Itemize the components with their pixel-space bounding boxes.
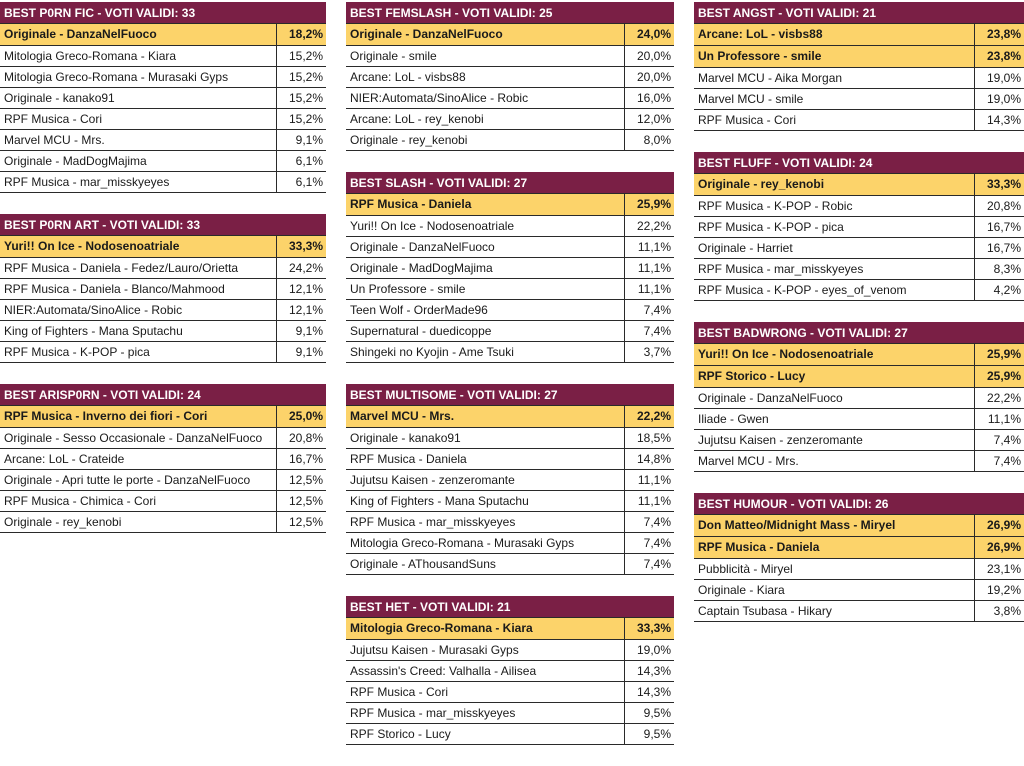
- entry-name: Marvel MCU - smile: [698, 92, 804, 106]
- table-row: [694, 68, 1024, 89]
- category-table: [694, 2, 1024, 131]
- category-title: BEST ANGST - VOTI VALIDI: 21: [694, 2, 1024, 24]
- results-column-3: [694, 2, 1024, 643]
- category-title: BEST HUMOUR - VOTI VALIDI: 26: [694, 493, 1024, 515]
- category-table: [0, 214, 326, 363]
- entry-percentage: 11,1%: [624, 258, 674, 278]
- table-row: [346, 216, 674, 237]
- entry-name: RPF Musica - mar_misskyeyes: [698, 262, 864, 276]
- entry-percentage: 7,4%: [624, 300, 674, 320]
- table-row: [346, 46, 674, 67]
- entry-percentage: 22,2%: [624, 406, 674, 427]
- entry-name: RPF Musica - Inverno dei fiori - Cori: [4, 409, 208, 423]
- table-row: [694, 217, 1024, 238]
- entry-name: RPF Musica - mar_misskyeyes: [350, 515, 516, 529]
- table-row: [0, 342, 326, 363]
- table-row: [346, 640, 674, 661]
- entry-name: Captain Tsubasa - Hikary: [698, 604, 832, 618]
- entry-name: RPF Musica - mar_misskyeyes: [350, 706, 516, 720]
- entry-percentage: 9,1%: [276, 130, 326, 150]
- entry-name: Originale - DanzaNelFuoco: [350, 240, 495, 254]
- category-table: [346, 172, 674, 363]
- entry-name: Originale - rey_kenobi: [350, 133, 468, 147]
- table-row: [0, 279, 326, 300]
- entry-percentage: 15,2%: [276, 46, 326, 66]
- entry-name: RPF Storico - Lucy: [350, 727, 451, 741]
- entry-percentage: 20,0%: [624, 46, 674, 66]
- entry-percentage: 3,8%: [974, 601, 1024, 621]
- entry-percentage: 19,0%: [974, 68, 1024, 88]
- entry-percentage: 16,7%: [974, 238, 1024, 258]
- entry-percentage: 22,2%: [974, 388, 1024, 408]
- table-row: [694, 451, 1024, 472]
- entry-percentage: 15,2%: [276, 67, 326, 87]
- category-table: [0, 384, 326, 533]
- table-row: [694, 196, 1024, 217]
- entry-percentage: 16,7%: [974, 217, 1024, 237]
- entry-name: Marvel MCU - Aika Morgan: [698, 71, 843, 85]
- entry-name: Originale - Harriet: [698, 241, 793, 255]
- entry-percentage: 12,5%: [276, 512, 326, 532]
- entry-percentage: 11,1%: [624, 491, 674, 511]
- entry-percentage: 18,2%: [276, 24, 326, 45]
- entry-percentage: 9,5%: [624, 703, 674, 723]
- entry-percentage: 11,1%: [974, 409, 1024, 429]
- table-row: [346, 724, 674, 745]
- table-row: [0, 172, 326, 193]
- entry-percentage: 9,5%: [624, 724, 674, 744]
- entry-percentage: 12,1%: [276, 300, 326, 320]
- entry-percentage: 7,4%: [974, 451, 1024, 471]
- entry-percentage: 3,7%: [624, 342, 674, 362]
- table-row: [346, 109, 674, 130]
- category-title: BEST HET - VOTI VALIDI: 21: [346, 596, 674, 618]
- entry-name: Yuri!! On Ice - Nodosenoatriale: [4, 239, 180, 253]
- table-row: [694, 430, 1024, 451]
- entry-name: Teen Wolf - OrderMade96: [350, 303, 488, 317]
- entry-name: Don Matteo/Midnight Mass - Miryel: [698, 518, 896, 532]
- entry-name: Assassin's Creed: Valhalla - Ailisea: [350, 664, 537, 678]
- entry-name: RPF Musica - Chimica - Cori: [4, 494, 157, 508]
- winner-row: [0, 406, 326, 428]
- table-row: [694, 280, 1024, 301]
- entry-percentage: 14,8%: [624, 449, 674, 469]
- entry-percentage: 19,0%: [974, 89, 1024, 109]
- table-row: [346, 470, 674, 491]
- entry-percentage: 20,0%: [624, 67, 674, 87]
- table-row: [0, 109, 326, 130]
- entry-name: Pubblicità - Miryel: [698, 562, 793, 576]
- entry-name: Supernatural - duedicoppe: [350, 324, 492, 338]
- table-row: [346, 279, 674, 300]
- entry-percentage: 7,4%: [624, 554, 674, 574]
- table-row: [694, 559, 1024, 580]
- table-row: [346, 533, 674, 554]
- entry-percentage: 12,5%: [276, 470, 326, 490]
- entry-name: Originale - AThousandSuns: [350, 557, 496, 571]
- entry-name: Originale - DanzaNelFuoco: [4, 27, 157, 41]
- entry-name: Originale - rey_kenobi: [4, 515, 122, 529]
- table-row: [694, 110, 1024, 131]
- table-row: [346, 661, 674, 682]
- entry-percentage: 7,4%: [974, 430, 1024, 450]
- entry-percentage: 16,0%: [624, 88, 674, 108]
- entry-name: RPF Storico - Lucy: [698, 369, 806, 383]
- entry-name: RPF Musica - Cori: [350, 685, 449, 699]
- results-column-2: [346, 2, 674, 766]
- entry-percentage: 25,9%: [624, 194, 674, 215]
- entry-name: Arcane: LoL - visbs88: [350, 70, 466, 84]
- entry-name: Jujutsu Kaisen - zenzeromante: [698, 433, 863, 447]
- table-row: [0, 258, 326, 279]
- entry-percentage: 20,8%: [276, 428, 326, 448]
- entry-name: Arcane: LoL - rey_kenobi: [350, 112, 484, 126]
- entry-name: RPF Musica - Daniela: [698, 540, 820, 554]
- entry-name: Originale - Kiara: [698, 583, 785, 597]
- table-row: [694, 238, 1024, 259]
- entry-percentage: 6,1%: [276, 172, 326, 192]
- table-row: [0, 428, 326, 449]
- table-row: [694, 409, 1024, 430]
- entry-percentage: 14,3%: [974, 110, 1024, 130]
- winner-row: [694, 174, 1024, 196]
- category-title: BEST P0RN ART - VOTI VALIDI: 33: [0, 214, 326, 236]
- table-row: [346, 512, 674, 533]
- entry-name: RPF Musica - K-POP - pica: [698, 220, 844, 234]
- entry-percentage: 4,2%: [974, 280, 1024, 300]
- table-row: [0, 321, 326, 342]
- entry-name: RPF Musica - K-POP - eyes_of_venom: [698, 283, 907, 297]
- entry-percentage: 7,4%: [624, 533, 674, 553]
- winner-row: [0, 236, 326, 258]
- entry-name: Mitologia Greco-Romana - Kiara: [350, 621, 533, 635]
- entry-percentage: 12,1%: [276, 279, 326, 299]
- table-row: [346, 428, 674, 449]
- entry-name: RPF Musica - Cori: [4, 112, 103, 126]
- winner-row: [694, 515, 1024, 537]
- table-row: [694, 601, 1024, 622]
- table-row: [0, 300, 326, 321]
- table-row: [0, 449, 326, 470]
- entry-name: Arcane: LoL - visbs88: [698, 27, 823, 41]
- entry-name: Marvel MCU - Mrs.: [4, 133, 105, 147]
- entry-name: Originale - DanzaNelFuoco: [350, 27, 503, 41]
- entry-name: King of Fighters - Mana Sputachu: [4, 324, 183, 338]
- entry-percentage: 8,0%: [624, 130, 674, 150]
- category-title: BEST MULTISOME - VOTI VALIDI: 27: [346, 384, 674, 406]
- winner-row: [346, 194, 674, 216]
- table-row: [694, 259, 1024, 280]
- entry-name: Mitologia Greco-Romana - Murasaki Gyps: [4, 70, 229, 84]
- entry-name: Originale - kanako91: [4, 91, 115, 105]
- entry-percentage: 11,1%: [624, 279, 674, 299]
- entry-percentage: 22,2%: [624, 216, 674, 236]
- table-row: [346, 88, 674, 109]
- table-row: [346, 682, 674, 703]
- entry-percentage: 23,8%: [974, 24, 1024, 45]
- entry-name: Iliade - Gwen: [698, 412, 769, 426]
- category-title: BEST FEMSLASH - VOTI VALIDI: 25: [346, 2, 674, 24]
- table-row: [346, 130, 674, 151]
- entry-percentage: 19,2%: [974, 580, 1024, 600]
- entry-name: Un Professore - smile: [350, 282, 466, 296]
- results-column-1: [0, 2, 326, 554]
- entry-name: Originale - Sesso Occasionale - DanzaNelFuoco: [4, 431, 263, 445]
- winner-row: [694, 46, 1024, 68]
- table-row: [694, 580, 1024, 601]
- entry-name: RPF Musica - mar_misskyeyes: [4, 175, 170, 189]
- entry-name: Yuri!! On Ice - Nodosenoatriale: [350, 219, 515, 233]
- entry-name: NIER:Automata/SinoAlice - Robic: [4, 303, 183, 317]
- entry-percentage: 7,4%: [624, 321, 674, 341]
- winner-row: [694, 366, 1024, 388]
- entry-percentage: 15,2%: [276, 88, 326, 108]
- entry-percentage: 20,8%: [974, 196, 1024, 216]
- entry-name: Jujutsu Kaisen - zenzeromante: [350, 473, 515, 487]
- entry-name: Originale - kanako91: [350, 431, 461, 445]
- entry-name: Originale - Apri tutte le porte - DanzaNelFuoco: [4, 473, 251, 487]
- table-row: [0, 67, 326, 88]
- entry-percentage: 19,0%: [624, 640, 674, 660]
- winner-row: [346, 24, 674, 46]
- entry-percentage: 8,3%: [974, 259, 1024, 279]
- category-title: BEST ARISP0RN - VOTI VALIDI: 24: [0, 384, 326, 406]
- entry-name: RPF Musica - K-POP - pica: [4, 345, 150, 359]
- table-row: [0, 88, 326, 109]
- table-row: [0, 130, 326, 151]
- entry-name: RPF Musica - K-POP - Robic: [698, 199, 853, 213]
- entry-percentage: 25,9%: [974, 344, 1024, 365]
- entry-percentage: 25,9%: [974, 366, 1024, 387]
- category-table: [694, 493, 1024, 622]
- entry-percentage: 24,0%: [624, 24, 674, 45]
- entry-name: King of Fighters - Mana Sputachu: [350, 494, 529, 508]
- table-row: [346, 554, 674, 575]
- entry-percentage: 6,1%: [276, 151, 326, 171]
- entry-percentage: 33,3%: [624, 618, 674, 639]
- entry-percentage: 9,1%: [276, 321, 326, 341]
- entry-percentage: 9,1%: [276, 342, 326, 362]
- entry-percentage: 7,4%: [624, 512, 674, 532]
- table-row: [346, 703, 674, 724]
- category-title: BEST P0RN FIC - VOTI VALIDI: 33: [0, 2, 326, 24]
- entry-name: RPF Musica - Daniela: [350, 197, 472, 211]
- entry-percentage: 23,8%: [974, 46, 1024, 67]
- entry-name: RPF Musica - Cori: [698, 113, 797, 127]
- table-row: [346, 67, 674, 88]
- entry-percentage: 33,3%: [974, 174, 1024, 195]
- category-table: [0, 2, 326, 193]
- table-row: [694, 89, 1024, 110]
- entry-percentage: 14,3%: [624, 682, 674, 702]
- winner-row: [346, 406, 674, 428]
- entry-percentage: 18,5%: [624, 428, 674, 448]
- entry-percentage: 24,2%: [276, 258, 326, 278]
- winner-row: [346, 618, 674, 640]
- table-row: [0, 491, 326, 512]
- entry-percentage: 11,1%: [624, 237, 674, 257]
- category-table: [346, 2, 674, 151]
- entry-percentage: 25,0%: [276, 406, 326, 427]
- entry-name: Marvel MCU - Mrs.: [350, 409, 455, 423]
- table-row: [346, 237, 674, 258]
- entry-name: Un Professore - smile: [698, 49, 822, 63]
- entry-percentage: 23,1%: [974, 559, 1024, 579]
- entry-name: Shingeki no Kyojin - Ame Tsuki: [350, 345, 514, 359]
- entry-name: Originale - smile: [350, 49, 437, 63]
- entry-name: Originale - MadDogMajima: [4, 154, 147, 168]
- entry-name: NIER:Automata/SinoAlice - Robic: [350, 91, 529, 105]
- entry-name: Jujutsu Kaisen - Murasaki Gyps: [350, 643, 519, 657]
- table-row: [346, 300, 674, 321]
- table-row: [0, 46, 326, 67]
- entry-name: RPF Musica - Daniela - Fedez/Lauro/Orietta: [4, 261, 239, 275]
- table-row: [0, 151, 326, 172]
- category-table: [694, 152, 1024, 301]
- category-table: [346, 384, 674, 575]
- entry-name: Mitologia Greco-Romana - Kiara: [4, 49, 177, 63]
- entry-name: RPF Musica - Daniela - Blanco/Mahmood: [4, 282, 225, 296]
- winner-row: [0, 24, 326, 46]
- entry-percentage: 12,5%: [276, 491, 326, 511]
- entry-name: Originale - rey_kenobi: [698, 177, 825, 191]
- entry-percentage: 33,3%: [276, 236, 326, 257]
- entry-name: Yuri!! On Ice - Nodosenoatriale: [698, 347, 874, 361]
- winner-row: [694, 537, 1024, 559]
- category-table: [346, 596, 674, 745]
- table-row: [346, 258, 674, 279]
- category-table: [694, 322, 1024, 472]
- entry-percentage: 14,3%: [624, 661, 674, 681]
- category-title: BEST SLASH - VOTI VALIDI: 27: [346, 172, 674, 194]
- entry-name: Mitologia Greco-Romana - Murasaki Gyps: [350, 536, 575, 550]
- table-row: [346, 449, 674, 470]
- entry-percentage: 15,2%: [276, 109, 326, 129]
- table-row: [346, 342, 674, 363]
- entry-name: RPF Musica - Daniela: [350, 452, 467, 466]
- table-row: [346, 491, 674, 512]
- table-row: [694, 388, 1024, 409]
- winner-row: [694, 24, 1024, 46]
- entry-percentage: 16,7%: [276, 449, 326, 469]
- table-row: [0, 512, 326, 533]
- entry-percentage: 26,9%: [974, 537, 1024, 558]
- entry-name: Originale - DanzaNelFuoco: [698, 391, 843, 405]
- entry-name: Marvel MCU - Mrs.: [698, 454, 799, 468]
- table-row: [346, 321, 674, 342]
- table-row: [0, 470, 326, 491]
- entry-name: Arcane: LoL - Crateide: [4, 452, 125, 466]
- entry-percentage: 11,1%: [624, 470, 674, 490]
- entry-name: Originale - MadDogMajima: [350, 261, 493, 275]
- entry-percentage: 12,0%: [624, 109, 674, 129]
- category-title: BEST FLUFF - VOTI VALIDI: 24: [694, 152, 1024, 174]
- entry-percentage: 26,9%: [974, 515, 1024, 536]
- winner-row: [694, 344, 1024, 366]
- category-title: BEST BADWRONG - VOTI VALIDI: 27: [694, 322, 1024, 344]
